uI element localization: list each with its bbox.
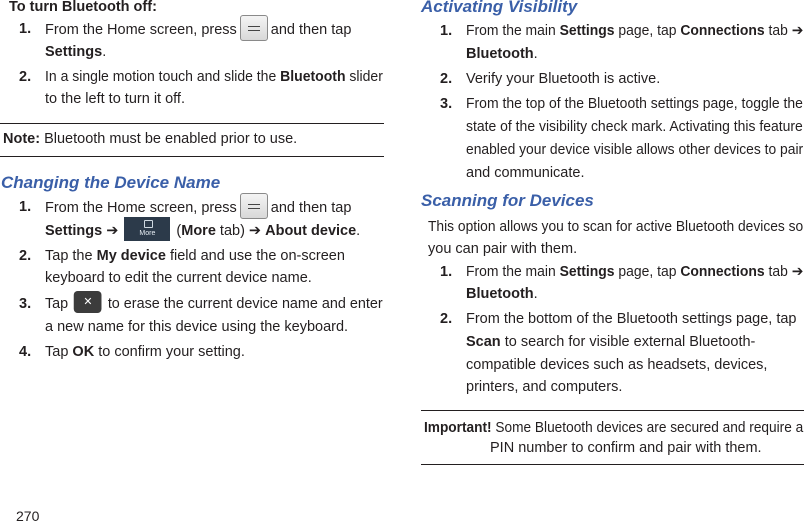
change-step-2: Tap the My device field and use the on-screen <box>45 248 345 264</box>
step-number: 4. <box>19 344 32 360</box>
important-top-rule <box>421 410 804 411</box>
step-number: 1. <box>440 264 453 280</box>
menu-key-icon <box>240 15 268 41</box>
note: Note: Bluetooth must be enabled prior to use. <box>3 131 298 147</box>
section-heading-scanning: Scanning for Devices <box>421 191 594 210</box>
section-heading-visibility: Activating Visibility <box>421 0 578 16</box>
important-bottom-rule <box>421 464 804 465</box>
page-number: 270 <box>16 508 40 524</box>
change-step-3: Tap ✕ to erase the current device name and enter <box>45 294 383 314</box>
important-note-cont: PIN number to confirm and pair with them. <box>490 440 762 456</box>
visibility-step-3-line: From the top of the Bluetooth settings page, toggle the <box>466 96 803 112</box>
turn-off-step-2: In a single motion touch and slide the Bluetooth slider <box>45 69 383 85</box>
note-bottom-rule <box>0 156 384 157</box>
scan-step-2-cont: Scan to search for visible external Bluetooth- <box>466 334 756 350</box>
change-step-3-cont: a new name for this device using the keyboard. <box>45 319 349 335</box>
scan-intro-line: you can pair with them. <box>428 241 578 257</box>
visibility-step-3-line: state of the visibility check mark. Activating this feature <box>466 119 803 135</box>
step-number: 2. <box>19 248 32 264</box>
turn-off-heading: To turn Bluetooth off: <box>9 0 157 15</box>
step-number: 1. <box>19 21 32 37</box>
step-number: 2. <box>440 71 453 87</box>
scan-step-1: From the main Settings page, tap Connections tab ➔ <box>466 264 804 280</box>
visibility-step-2: Verify your Bluetooth is active. <box>466 71 661 87</box>
turn-off-step-1-cont: Settings. <box>45 44 107 60</box>
scan-step-2: From the bottom of the Bluetooth settings page, tap <box>466 311 797 327</box>
turn-off-step-1: From the Home screen, press and then tap <box>45 19 351 41</box>
note-top-rule <box>0 123 384 124</box>
change-step-2-cont: keyboard to edit the current device name. <box>45 270 312 286</box>
step-number: 3. <box>19 296 32 312</box>
step-number: 2. <box>440 311 453 327</box>
visibility-step-1-cont: Bluetooth. <box>466 46 538 62</box>
important-note: Important! Some Bluetooth devices are secured and require a <box>424 420 804 436</box>
visibility-step-3-line: and communicate. <box>466 165 585 181</box>
change-step-4: Tap OK to confirm your setting. <box>45 344 245 360</box>
step-number: 2. <box>19 69 32 85</box>
section-heading-change-name: Changing the Device Name <box>1 173 221 192</box>
menu-key-icon <box>240 193 268 219</box>
change-step-1: From the Home screen, press and then tap <box>45 197 351 219</box>
delete-key-icon: ✕ <box>74 291 102 313</box>
turn-off-step-2-cont: to the left to turn it off. <box>45 91 185 107</box>
step-number: 1. <box>19 199 32 215</box>
scan-intro-line: This option allows you to scan for active Bluetooth devices so <box>428 219 804 235</box>
step-number: 1. <box>440 23 453 39</box>
scan-step-2-cont: printers, and computers. <box>466 379 623 395</box>
more-tab-icon: More <box>124 217 170 241</box>
scan-step-2-cont: compatible devices such as headsets, devices, <box>466 357 768 373</box>
scan-step-1-cont: Bluetooth. <box>466 286 538 302</box>
step-number: 3. <box>440 96 453 112</box>
change-step-1-cont: Settings ➔ More (More tab) ➔ About device. <box>45 221 360 241</box>
visibility-step-1: From the main Settings page, tap Connections tab ➔ <box>466 23 804 39</box>
visibility-step-3-line: enabled your device visible allows other devices to pair <box>466 142 804 158</box>
